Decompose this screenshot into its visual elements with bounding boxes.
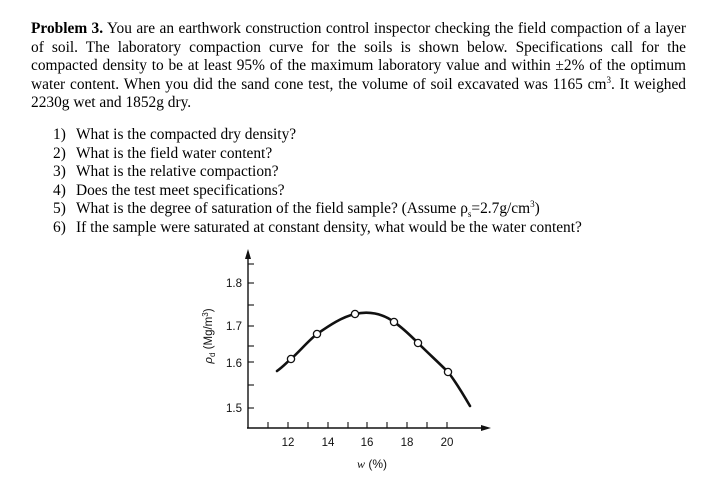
question-text: What is the field water content? xyxy=(76,144,273,162)
question-number: 3) xyxy=(53,163,66,181)
y-tick-label: 1.8 xyxy=(226,278,242,290)
y-tick-label: 1.5 xyxy=(226,403,242,415)
superscript: 3 xyxy=(530,199,535,210)
question-text: What is the compacted dry density? xyxy=(76,125,297,143)
data-point xyxy=(351,310,358,317)
y-ticks xyxy=(248,264,254,408)
y-tick-label: 1.6 xyxy=(226,358,242,370)
question-number: 1) xyxy=(53,125,66,143)
y-axis-arrow-icon xyxy=(245,249,251,259)
question-text: What is the relative compaction? xyxy=(76,163,279,181)
data-point xyxy=(287,355,294,362)
x-ticks xyxy=(268,422,447,428)
question-number: 2) xyxy=(53,144,66,162)
question-text-main: What is the degree of saturation of the field sample? (Assume ρ xyxy=(76,200,468,218)
data-point xyxy=(414,339,421,346)
x-axis-arrow-icon xyxy=(481,425,491,431)
question-text: Does the test meet specifications? xyxy=(76,181,285,199)
question-number: 4) xyxy=(53,181,66,199)
y-tick-label: 1.7 xyxy=(226,321,242,333)
x-tick-label: 12 xyxy=(281,437,295,449)
x-tick-labels xyxy=(282,437,454,449)
compaction-curve xyxy=(277,313,470,406)
question-text-mid: =2.7g/cm xyxy=(471,200,531,218)
subscript: s xyxy=(467,209,472,220)
problem-intro: You are an earthwork construction control inspector checking the field compaction of a layer of soil. The laboratory compaction curve for the soils is shown below. Specifications call for the compacted density to be at least 95% of the maximum laboratory value and within ±2% of the optimum water content. When you did the sand cone test, the volume of soil excavated was 1165 cm xyxy=(31,20,686,93)
data-point xyxy=(390,318,397,325)
question-text-tail: ) xyxy=(534,200,540,218)
question-number: 6) xyxy=(53,218,66,236)
problem-label: Problem 3. xyxy=(31,20,104,37)
x-tick-label: 18 xyxy=(400,437,414,449)
data-points xyxy=(287,310,451,375)
y-tick-labels xyxy=(226,278,242,415)
question-text: If the sample were saturated at constant density, what would be the water content? xyxy=(76,218,582,236)
y-axis-label: $\rho_d$ $(Mg/m^3)$ xyxy=(201,308,217,364)
data-point xyxy=(313,330,320,337)
x-tick-label: 16 xyxy=(360,437,374,449)
problem-intro-end: . It weighed 2230g wet and 1852g dry. xyxy=(31,75,686,112)
x-tick-label: 20 xyxy=(440,437,454,449)
question-number: 5) xyxy=(53,200,66,218)
data-point xyxy=(444,368,451,375)
x-axis-label: w (%) xyxy=(356,457,388,471)
superscript: 3 xyxy=(606,74,611,85)
x-tick-label: 14 xyxy=(321,437,335,449)
